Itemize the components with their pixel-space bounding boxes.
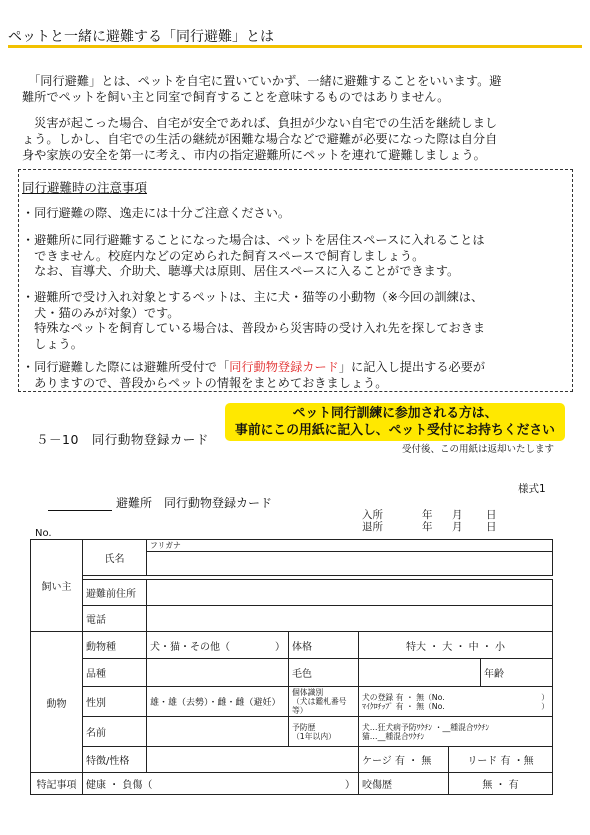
name-field[interactable] [147,552,553,576]
notice-heading: 同行避難時の注意事項 [22,180,148,195]
intro-paragraph-2: 災害が起こった場合、自宅が安全であれば、負担が少ない自宅での生活を継続しまし ょう。しかし、自宅での生活の継続が困難な場合などで避難が必要になった際は自分自 身や家族の安全を第一に考え、市内の指定避難所にペットを連れて避難しましょう。 [22,116,498,162]
address-label: 避難前住所 [83,580,147,606]
biting-label: 咬傷歴 [359,773,449,795]
vaccine-label: 予防歴 （1年以内） [289,717,359,747]
species-field[interactable]: 犬・猫・その他（ ） [147,632,289,659]
furigana-field[interactable]: フリガナ [147,540,553,552]
sex-label: 性別 [83,687,147,717]
breed-label: 品種 [83,659,147,687]
address-field[interactable] [147,580,553,606]
cage-options[interactable]: ケージ 有 ・ 無 [359,747,449,773]
page-title: ペットと一緒に避難する「同行避難」とは [8,29,274,45]
notice-bullet-4: ・同行避難した際には避難所受付で「同行動物登録カード」に記入し提出する必要が ありますので、普段からペットの情報をまとめておきましょう。 [22,360,486,390]
age-label: 年齢 [481,659,553,687]
owner-section-label: 飼い主 [31,540,83,632]
features-label: 特徴/性格 [83,747,147,773]
vaccine-field[interactable]: 犬…狂犬病予防ﾜｸﾁﾝ ・__種混合ﾜｸﾁﾝ 猫…__種混合ﾜｸﾁﾝ [359,717,553,747]
title-underline [8,45,582,48]
notice-bullet-2: ・避難所に同行避難することになった場合は、ペットを居住スペースに入れることは できません。校庭内などの定められた飼育スペースで飼育しましょう。 なお、盲導犬、介助犬、聴導犬は原則、居住スペースに入ることができます。 [22,233,485,278]
notice-bullet-3: ・避難所で受け入れ対象とするペットは、主に犬・猫等の小動物（※今回の訓練は、 犬・猫のみが対象）です。 特殊なペットを飼育している場合は、普段から災害時の受け入れ先を探しておきま しょう。 [22,290,486,351]
sex-options[interactable]: 雄・雄（去勢）・雌・雌（避妊） [147,687,289,717]
return-note: 受付後、この用紙は返却いたします [402,444,555,455]
animal-section-label: 動物 [31,632,83,773]
pet-name-label: 名前 [83,717,147,747]
species-label: 動物種 [83,632,147,659]
notice-bullet-1: ・同行避難の際、逸走には十分ご注意ください。 [22,206,291,220]
section-label: ５－10 同行動物登録カード [36,432,209,447]
health-field[interactable]: 健康 ・ 負傷（ ） [83,773,359,795]
name-label: 氏名 [83,540,147,576]
intro-paragraph-1: 「同行避難」とは、ペットを自宅に置いていかず、一緒に避難することをいいます。避 難所でペットを飼い主と同室で飼育することを意味するものではありません。 [22,74,502,104]
leash-options[interactable]: リード 有 ・無 [449,747,553,773]
id-field[interactable]: 犬の登録 有 ・ 無（No. ） ﾏｲｸﾛﾁｯﾌﾟ 有 ・ 無（No. ） [359,687,553,717]
shelter-name-blank[interactable] [48,496,112,511]
id-label: 個体識別 （犬は鑑札番号等） [289,687,359,717]
form-number: 様式1 [518,483,546,495]
features-field[interactable] [147,747,359,773]
phone-field[interactable] [147,606,553,632]
coat-color-field[interactable] [359,659,481,687]
coat-color-label: 毛色 [289,659,359,687]
phone-label: 電話 [83,606,147,632]
breed-field[interactable] [147,659,289,687]
biting-options[interactable]: 無 ・ 有 [449,773,553,795]
notice-box [18,169,573,392]
body-size-options[interactable]: 特大 ・ 大 ・ 中 ・ 小 [359,632,553,659]
card-number-label: No. [35,528,52,539]
training-callout: ペット同行訓練に参加される方は、 事前にこの用紙に記入し、ペット受付にお持ちください [225,403,565,441]
registration-card-highlight: 同行動物登録カード [229,360,339,374]
entry-exit-dates: 入所 年 月 日 退所 年 月 日 [362,509,497,533]
card-title: 避難所 同行動物登録カード [48,494,272,511]
special-notes-label: 特記事項 [31,773,83,795]
pet-name-field[interactable] [147,717,289,747]
body-size-label: 体格 [289,632,359,659]
registration-form-table [30,539,553,795]
